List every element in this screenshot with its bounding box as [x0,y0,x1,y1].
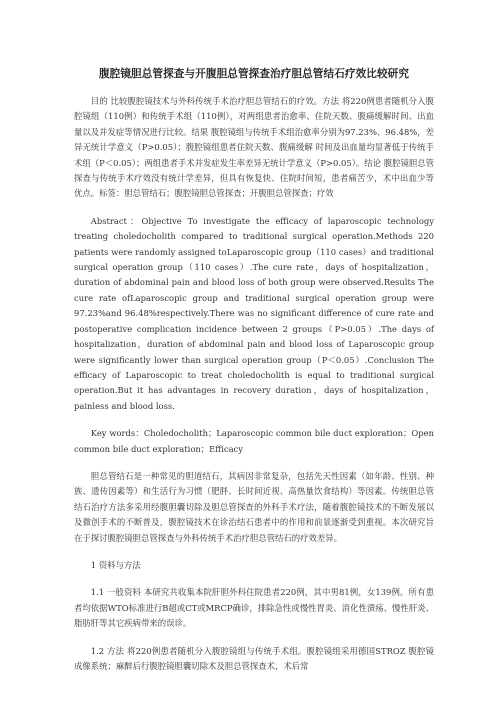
section-heading-materials-methods: 1 资料与方法 [90,559,141,570]
introduction-paragraph: 胆总管结石是一种常见的胆道结石，其病因非常复杂，包括先天性因素（如年龄、性别、种族、遗传因素等）和生活行为习惯（肥胖、长时间近视、高热量饮食结构）等因素。传统胆总管结石治疗方法多采用经腹胆囊切除及胆总管探查的外科手术疗法，随着腹腔镜技术的不断发展以及微创手术的不断普及，腹腔镜技术在诊治结石患者中的作用和前景逐渐受到重视。本次研究旨在于探讨腹腔镜胆总管探查与外科传统手术治疗胆总管结石的疗效差异。 [74,470,434,543]
paper-title: 腹腔镜胆总管探查与开腹胆总管探查治疗胆总管结石疗效比较研究 [98,68,410,80]
section-1-2-methods: 1.2 方法 将220例患者随机分入腹腔镜组与传统手术组。腹腔镜组采用德国STROZ 腹腔镜成像系统；麻醉后行腹腔镜胆囊切除术及胆总管探查术，术后常 [74,645,434,671]
abstract-chinese: 目的 比较腹腔镜技术与外科传统手术治疗胆总管结石的疗效。方法 将220例患者随机分入腹腔镜组（110例）和传统手术组（110例），对两组患者治愈率、住院天数、腹痛缓解时间、出血量以及并发症等情况进行比较。结果 腹腔镜组与传统手术组治愈率分别为97.23%、96.48%，差异无统计学意义（P>0.05）；腹腔镜组患者住院天数、腹痛缓解 时间及出血量均显著低于传统手术组（P＜0.05）；两组患者手术并发症发生率差异无统计学意义（P>0.05）。结论 腹腔镜胆总管探查与传统手术疗效没有统计学差异，但具有恢复快、住院时间短，患者痛苦少，术中出血少等优点。标签：胆总管结石；腹腔镜胆总管探查；开腹胆总管探查；疗效 [74,96,434,199]
section-1-1-general-data: 1.1 一般资料 本研究共收集本院肝胆外科住院患者220例，其中男81例，女139例。所有患者均依据WTO标准进行B超或CT或MRCP确诊，排除急性或慢性胃炎、消化性溃疡、慢性肝炎、脂肪肝等其它疾病带来的误诊。 [74,587,434,629]
abstract-english: Abstract：Objective To investigate the efficacy of laparoscopic technology treating choledocholith compared to traditional surgical operation.Methods 220 patients were randomly assigned toLaparoscopic group（110 cases）and traditional surgical operation group（110 cases）.The cure rate，days of hospitalization，duration of abdominal pain and blood loss of both group were observed.Results The cure rate ofLaparoscopic group and traditional surgical operation group were 97.23%and 96.48%respectively.There was no significant difference of cure rate and postoperative complication incidence between 2 groups（P>0.05）.The days of hospitalization，duration of abdominal pain and blood loss of Laparoscopic group were significantly lower than surgical operation group（P＜0.05）.Conclusion The efficacy of Laparoscopic to treat choledocholith is equal to traditional surgical operation.But it has advantages in recovery duration，days of hospitalization，painless and blood loss. [74,215,434,411]
keywords-english: Key words：Choledocholith；Laparoscopic common bile duct exploration；Open common bile duct exploration；Efficacy [74,428,434,454]
